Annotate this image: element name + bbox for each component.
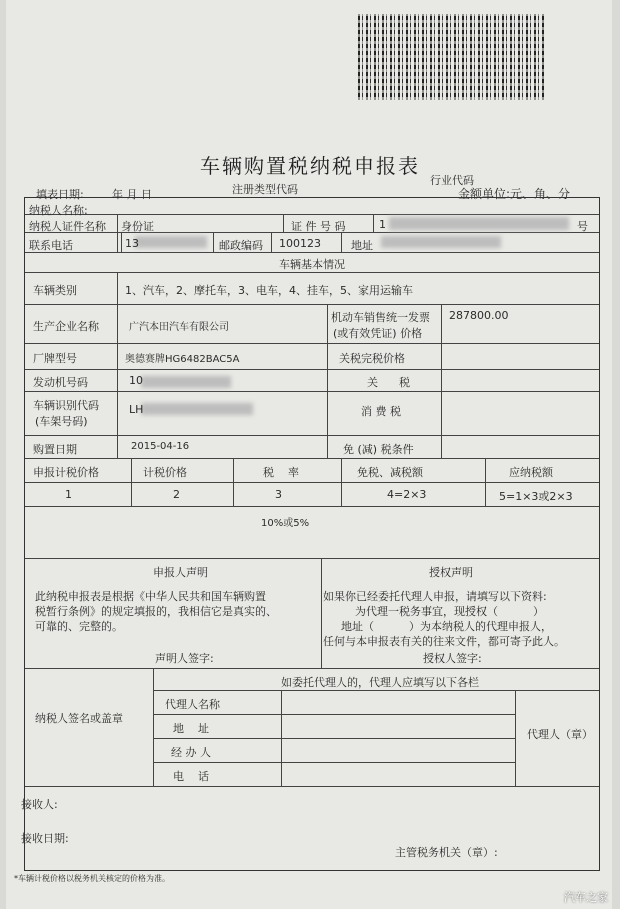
auth-title: 授权声明 [429, 566, 473, 579]
calc-r4: 4=2×3 [387, 488, 427, 501]
declarant-sign: 声明人签字: [155, 652, 214, 665]
auth-sign: 授权人签字: [423, 652, 482, 665]
watermark: 汽车之家 [564, 891, 608, 904]
tax-authority-label: 主管税务机关（章）: [395, 846, 498, 859]
calc-r1: 1 [65, 488, 72, 501]
calc-col3: 税 率 [263, 466, 299, 479]
tariff-label: 关 税 [367, 376, 410, 389]
auth-text-2: 为代理一税务事宜，现授权（ ） [355, 605, 544, 618]
agent-name-label: 代理人名称 [165, 698, 220, 711]
purchase-date-label: 购置日期 [33, 443, 77, 456]
agent-address-label: 地 址 [173, 722, 209, 735]
vehicle-type-value: 1、汽车，2、摩托车，3、电车，4、挂车，5、家用运输车 [125, 284, 413, 297]
calc-col4: 免税、减税额 [357, 466, 423, 479]
declarant-title: 申报人声明 [153, 566, 208, 579]
receiver-label: 接收人: [21, 798, 58, 811]
auth-text-4: 任何与本申报表有关的往来文件，都可寄予此人。 [323, 635, 565, 648]
id-doc-value: 身份证 [121, 220, 154, 233]
fill-date-ymd: 年 月 日 [112, 188, 152, 201]
id-doc-label: 纳税人证件名称 [29, 220, 106, 233]
handler-label: 经 办 人 [171, 746, 211, 759]
maker-value: 广汽本田汽车有限公司 [129, 322, 229, 333]
taxpayer-seal-label: 纳税人签名或盖章 [35, 712, 123, 725]
invoice-value: 287800.00 [449, 309, 509, 322]
zip-value: 100123 [279, 237, 321, 250]
id-no-label: 证 件 号 码 [291, 220, 346, 233]
id-no-suffix: 号 [577, 220, 588, 233]
industry-code-label: 行业代码 [430, 174, 474, 187]
engine-label: 发动机号码 [33, 376, 88, 389]
form-title: 车辆购置税纳税申报表 [200, 154, 420, 178]
customs-price-label: 关税完税价格 [339, 352, 405, 365]
model-value: 奥德赛牌HG6482BAC5A [125, 354, 240, 365]
auth-text-1: 如果你已经委托代理人申报，请填写以下资料: [323, 590, 547, 603]
vehicle-type-label: 车辆类别 [33, 284, 77, 297]
auth-text-3: 地址（ ）为本纳税人的代理申报人， [341, 620, 552, 633]
footnote: *车辆计税价格以税务机关核定的价格为准。 [14, 874, 170, 883]
declarant-text-3: 可靠的、完整的。 [35, 620, 123, 633]
vin-prefix: LH [129, 403, 144, 416]
invoice-label-2: (或有效凭证) 价格 [333, 327, 423, 340]
id-no-prefix: 1 [379, 218, 386, 231]
purchase-date-value: 2015-04-16 [131, 441, 190, 452]
taxpayer-name-label: 纳税人名称: [29, 204, 88, 217]
tax-rate-value: 10%或5% [261, 518, 310, 529]
calc-r2: 2 [173, 488, 180, 501]
receive-date-label: 接收日期: [21, 832, 69, 845]
consumption-tax-label: 消 费 税 [361, 405, 401, 418]
vehicle-section-title: 车辆基本情况 [279, 258, 345, 271]
form-grid [21, 197, 600, 871]
address-label: 地址 [351, 239, 373, 252]
agent-note: 如委托代理人的，代理人应填写以下各栏 [281, 676, 479, 689]
fill-date-label: 填表日期: [36, 188, 84, 201]
calc-col5: 应纳税额 [509, 466, 553, 479]
model-label: 厂牌型号 [33, 352, 77, 365]
invoice-label-1: 机动车销售统一发票 [331, 311, 430, 324]
barcode [358, 14, 544, 100]
phone-prefix: 13 [125, 237, 139, 250]
maker-label: 生产企业名称 [33, 320, 99, 333]
agent-phone-label: 电 话 [173, 770, 209, 783]
reg-type-label: 注册类型代码 [232, 183, 298, 196]
declarant-text-1: 此纳税申报表是根据《中华人民共和国车辆购置 [35, 590, 266, 603]
vin-label-2: (车架号码) [35, 415, 88, 428]
declarant-text-2: 税暂行条例》的规定填报的，我相信它是真实的、 [35, 605, 277, 618]
engine-prefix: 10 [129, 374, 143, 387]
unit-label: 金额单位:元、角、分 [458, 187, 571, 201]
zip-label: 邮政编码 [219, 239, 263, 252]
vin-label-1: 车辆识别代码 [33, 399, 99, 412]
phone-label: 联系电话 [29, 239, 73, 252]
calc-r5: 5=1×3或2×3 [499, 490, 573, 503]
calc-col2: 计税价格 [143, 466, 187, 479]
exemption-label: 免 (减) 税条件 [343, 443, 414, 456]
agent-seal-label: 代理人（章） [527, 728, 593, 741]
calc-r3: 3 [275, 488, 282, 501]
calc-col1: 申报计税价格 [33, 466, 99, 479]
